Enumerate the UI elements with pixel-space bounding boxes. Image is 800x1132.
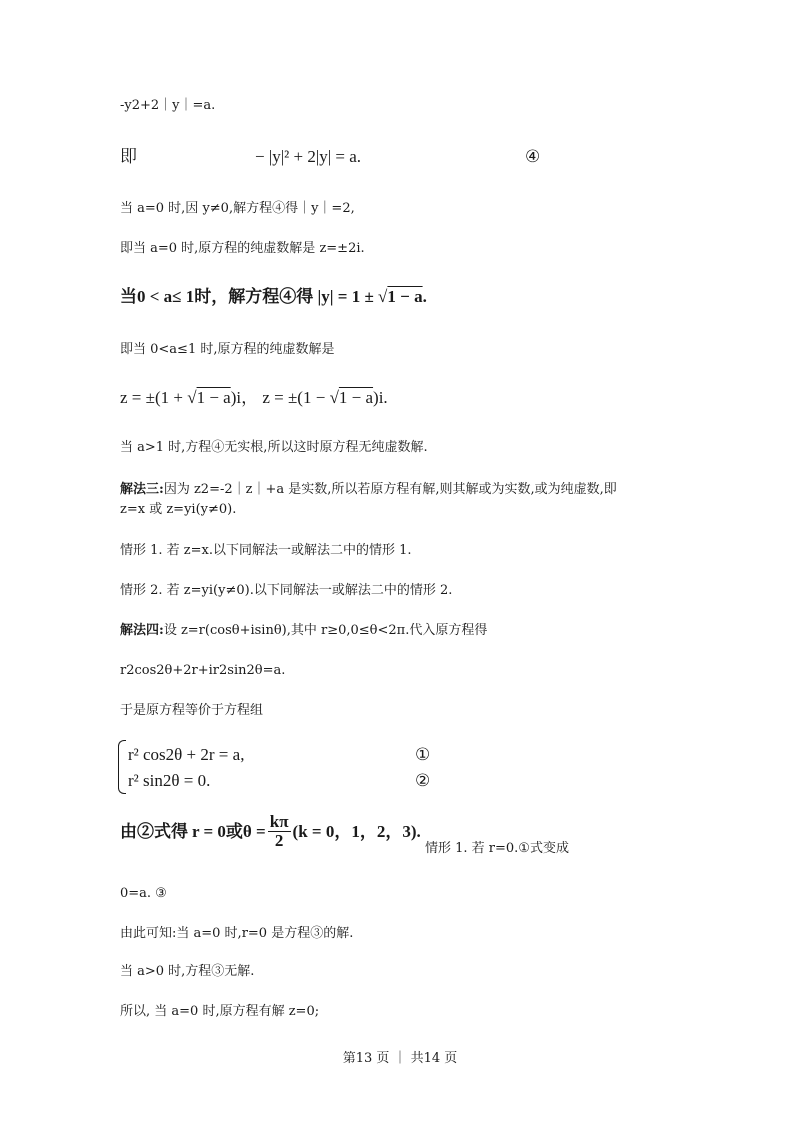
- equation-line: [120, 813, 421, 850]
- equation-line: [120, 387, 388, 409]
- equation: |y| = 1 ±: [317, 287, 374, 306]
- text-line: z=x 或 z=yi(y≠0).: [120, 502, 237, 517]
- equation-text: 由②式得: [120, 821, 188, 841]
- text-line: 所以, 当 a=0 时,原方程有解 z=0;: [120, 1004, 320, 1019]
- radical-content: 1 − a: [196, 388, 231, 407]
- fraction: [268, 813, 291, 850]
- fraction-numerator: kπ: [269, 812, 289, 831]
- system-brace: [118, 740, 126, 794]
- text-line: r2cos2θ+2r+ir2sin2θ=a.: [120, 663, 286, 678]
- method-heading: 解法四:: [120, 623, 164, 638]
- radical-sign: √: [187, 388, 197, 407]
- text-line: 0=a. ③: [120, 886, 167, 901]
- text-line: 当 a>1 时,方程④无实根,所以这时原方程无纯虚数解.: [120, 440, 428, 455]
- radical-sign: √: [329, 388, 339, 407]
- text-prefix: 即: [120, 147, 137, 166]
- equation: − |y|² + 2|y| = a.: [255, 147, 362, 166]
- method-text: 因为 z2=-2｜z｜+a 是实数,所以若原方程有解,则其解或为实数,或为纯虚数,即: [163, 482, 617, 497]
- radical-content: 1 − a: [387, 287, 423, 306]
- method-heading: 解法三:: [120, 482, 164, 497]
- text-line: [120, 622, 487, 640]
- system-equation: r² sin2θ = 0.: [128, 771, 211, 790]
- method-text: 设 z=r(cosθ+isinθ),其中 r≥0,0≤θ<2π.代入原方程得: [163, 623, 488, 638]
- text-line: 情形 2. 若 z=yi(y≠0).以下同解法一或解法二中的情形 2.: [120, 583, 453, 598]
- equation-end: .: [422, 287, 427, 306]
- equation: z = ±(1 +: [120, 388, 183, 407]
- text-line: 情形 1. 若 z=x.以下同解法一或解法二中的情形 1.: [120, 543, 412, 558]
- equation: z = ±(1 −: [262, 388, 326, 407]
- equation-end: )i.: [373, 388, 388, 407]
- equation-number: ②: [415, 771, 431, 790]
- text-line: 由此可知:当 a=0 时,r=0 是方程③的解.: [120, 926, 354, 941]
- equation-number: ①: [415, 745, 431, 764]
- text-line: 当 a=0 时,因 y≠0,解方程④得｜y｜=2,: [120, 201, 355, 216]
- text-line: 当 a>0 时,方程③无解.: [120, 964, 255, 979]
- text-line: [120, 481, 617, 499]
- text-line: -y2+2｜y｜=a.: [120, 98, 216, 113]
- text-line: 即当 0<a≤1 时,原方程的纯虚数解是: [120, 342, 335, 357]
- equation-number: ④: [525, 147, 541, 166]
- fraction-denominator: 2: [274, 831, 284, 850]
- text-line: 情形 1. 若 r=0.①式变成: [425, 841, 569, 856]
- page-footer: 第13 页 ｜ 共14 页: [342, 1051, 458, 1066]
- equation: r = 0或θ =: [192, 821, 266, 841]
- equation-line: [120, 286, 427, 308]
- equation-end: (k = 0，1，2，3).: [292, 821, 421, 841]
- radical-sign: √: [378, 287, 388, 306]
- equation-text: 当0 < a≤ 1时，解方程④得: [120, 287, 314, 306]
- text-line: 即当 a=0 时,原方程的纯虚数解是 z=±2i.: [120, 241, 365, 256]
- radical-content: 1 − a: [338, 388, 374, 407]
- system-equation: r² cos2θ + 2r = a,: [128, 745, 245, 764]
- text-line: 于是原方程等价于方程组: [120, 703, 264, 718]
- equation-end: )i，: [230, 388, 259, 407]
